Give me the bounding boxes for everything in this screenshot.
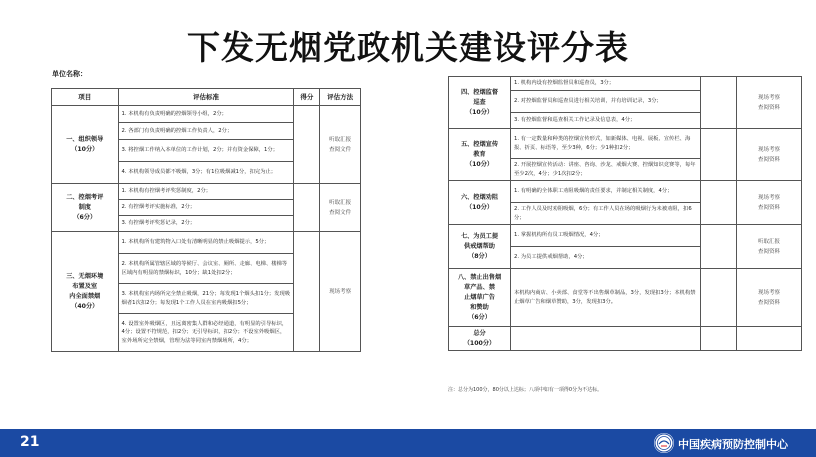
table-row: [449, 77, 802, 91]
table-row: [449, 181, 802, 203]
header-score: 得分: [294, 89, 320, 106]
total-criteria-cell: [511, 327, 701, 351]
criteria-cell: 3. 将控烟工作纳入本单位的工作计划，2分；并有资金保障，1分；: [118, 140, 294, 162]
criteria-cell: 2. 开展控烟宣传活动：讲座、咨询、沙龙、戒烟大赛、控烟知识竞赛等，每年至少2次，4分；少1次扣2分；: [511, 159, 701, 181]
section-category: 一、组织领导 （10分）: [52, 106, 119, 184]
criteria-cell: 3. 有控烟监督和巡查相关工作记录及信息表，4分；: [511, 113, 701, 129]
criteria-cell: 3. 本机构室内场所完全禁止吸烟，21分；每发现1个烟头扣1分；发现吸烟者1次扣2分；每发现1个工作人员在室内吸烟扣5分；: [118, 284, 294, 314]
left-score-table: [51, 88, 361, 352]
criteria-cell: 本机构内商店、小卖部、食堂等不出售烟草制品，3分，发现扣3分；本机构禁止烟草广告和烟草赞助，3分，发现扣3分。: [511, 269, 701, 327]
header-item: 项目: [52, 89, 119, 106]
section-category: 八、禁止出售烟 草产品、禁 止烟草广告 和赞助 （6分）: [449, 269, 511, 327]
method-cell: 听取汇报 查阅文件: [320, 184, 361, 232]
table-row: [52, 106, 361, 123]
criteria-cell: 2. 本机构所属管辖区域的等候厅、会议室、厕所、走廊、电梯、楼梯等区域内有明显的禁烟标识，10分；缺1处扣2分；: [118, 254, 294, 284]
score-cell[interactable]: [294, 106, 320, 184]
footnote: 注：总分为100分，80分以上达标；八项中如有一项得0分为不达标。: [448, 387, 603, 393]
page-title: 下发无烟党政机关建设评分表: [187, 28, 629, 67]
criteria-cell: 1. 有一定数量和种类的控烟宣传形式，如新媒体、电视、展板、宣传栏、海报、折页、标语等，至少3种，6分；少1种扣2分；: [511, 129, 701, 159]
total-score-cell[interactable]: [701, 327, 737, 351]
criteria-cell: 1. 本机构有负责明确的控烟领导小组，2分；: [118, 106, 294, 123]
criteria-cell: 3. 有控烟考评奖惩记录，2分；: [118, 216, 294, 232]
total-method-cell: [737, 327, 802, 351]
criteria-cell: 1. 机构内设有控烟监督员和巡查员，3分；: [511, 77, 701, 91]
section-category: 三、无烟环境 布置及室 内全面禁烟 （40分）: [52, 232, 119, 352]
method-cell: 现场考察 查阅资料: [737, 269, 802, 327]
table-header-row: [52, 89, 361, 106]
criteria-cell: 1. 本机构所有建筑物入口处有清晰明显的禁止吸烟提示，5分；: [118, 232, 294, 254]
table-row: [449, 269, 802, 327]
table-row: [52, 184, 361, 200]
header-method: 评估方法: [320, 89, 361, 106]
method-cell: 现场考察 查阅资料: [737, 129, 802, 181]
section-category: 五、控烟宣传 教育 （10分）: [449, 129, 511, 181]
china-cdc-logo-icon: [654, 433, 674, 453]
criteria-cell: 1. 本机构有控烟考评奖惩制度，2分；: [118, 184, 294, 200]
right-score-table: [448, 76, 802, 351]
section-category: 六、控烟劝阻 （10分）: [449, 181, 511, 225]
method-cell: 现场考察 查阅资料: [737, 77, 802, 129]
score-cell[interactable]: [701, 181, 737, 225]
score-cell[interactable]: [701, 225, 737, 269]
method-cell: 现场考察 查阅资料: [737, 181, 802, 225]
criteria-cell: 2. 各部门有负责明确的控烟工作负责人，2分；: [118, 123, 294, 140]
table-row: [449, 225, 802, 247]
criteria-cell: 1. 掌握机构所有员工吸烟情况，4分；: [511, 225, 701, 247]
method-cell: 听取汇报 查阅资料: [737, 225, 802, 269]
section-category: 四、控烟监督 巡查 （10分）: [449, 77, 511, 129]
criteria-cell: 2. 为员工提供戒烟帮助，4分；: [511, 247, 701, 269]
score-cell[interactable]: [701, 129, 737, 181]
section-category: 二、控烟考评 制度 （6分）: [52, 184, 119, 232]
score-cell[interactable]: [294, 232, 320, 352]
table-row: [52, 232, 361, 254]
criteria-cell: 2. 有控烟考评实施标准，2分；: [118, 200, 294, 216]
criteria-cell: 4. 设置室外吸烟区，且远离密集人群和必经通道，有明显的引导标识，4分；设置不符规范，扣2分；无引导标识，扣2分；不设室外吸烟区，室外场所完全禁烟，管理为法等同室内禁烟场所，4分；: [118, 314, 294, 352]
score-cell[interactable]: [294, 184, 320, 232]
score-cell[interactable]: [701, 77, 737, 129]
header-criteria: 评估标准: [118, 89, 294, 106]
total-row: [449, 327, 802, 351]
footer-bar: [0, 429, 816, 457]
method-cell: 听取汇报 查阅文件: [320, 106, 361, 184]
table-row: [449, 129, 802, 159]
score-cell[interactable]: [701, 269, 737, 327]
total-label-cell: 总分 （100分）: [449, 327, 511, 351]
criteria-cell: 1. 有明确的全体职工劝阻吸烟的责任要求，并制定相关制度，4分；: [511, 181, 701, 203]
page-number: 21: [20, 434, 40, 450]
section-category: 七、为员工提 供戒烟帮助 （8分）: [449, 225, 511, 269]
org-name: 中国疾病预防控制中心: [678, 438, 788, 451]
criteria-cell: 2. 对控烟监督员和巡查员进行相关培训，并有培训记录，3分；: [511, 91, 701, 113]
unit-name-label: 单位名称：: [52, 70, 87, 78]
criteria-cell: 2. 工作人员及时劝阻吸烟，6分；有工作人员在场的吸烟行为未被劝阻，扣6分；: [511, 203, 701, 225]
criteria-cell: 4. 本机构领导成员都不吸烟，3分；有1位吸烟减1分，扣完为止；: [118, 162, 294, 184]
method-cell: 现场考察: [320, 232, 361, 352]
